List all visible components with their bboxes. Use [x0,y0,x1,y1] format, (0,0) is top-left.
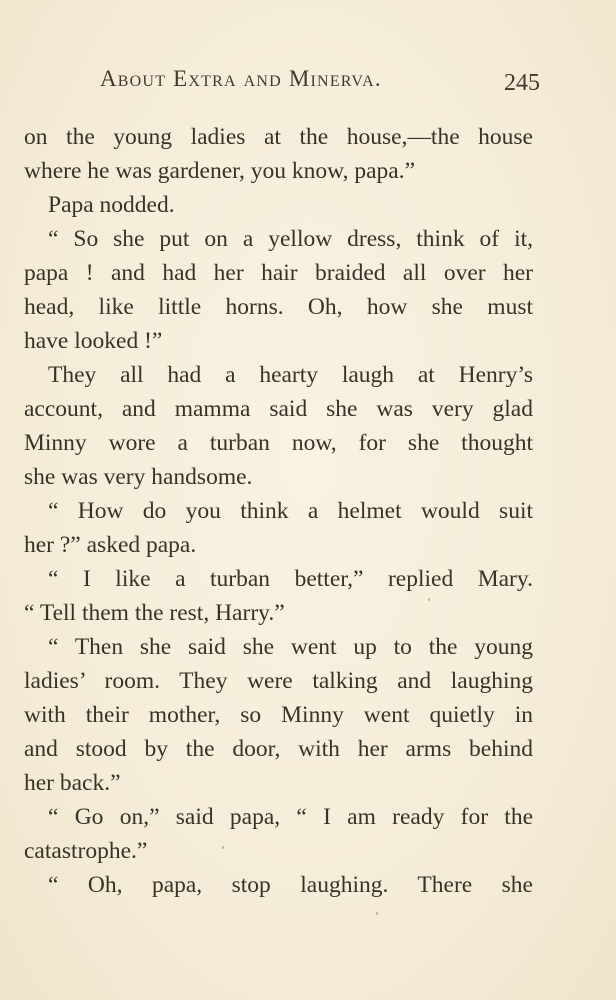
text-line: “ Go on,” said papa, “ I am ready for the [48,804,533,830]
text-line: and stood by the door, with her arms behind [24,736,533,762]
text-line: account, and mamma said she was very glad [24,396,533,422]
text-line: “ How do you think a helmet would suit [48,498,533,524]
text-line: “ So she put on a yellow dress, think of it, [48,226,533,252]
text-line: “ I like a turban better,” replied Mary. [48,566,533,592]
text-line: Papa nodded. [48,192,175,218]
text-line: her ?” asked papa. [24,532,197,558]
running-head: About Extra and Minerva. [100,66,382,91]
text-line: papa ! and had her hair braided all over her [24,260,533,286]
text-line: ladies’ room. They were talking and laughing [24,668,533,694]
text-line: she was very handsome. [24,464,253,490]
paper-speck [376,912,378,915]
text-line: They all had a hearty laugh at Henry’s [48,362,533,388]
text-line: “ Tell them the rest, Harry.” [24,600,285,626]
text-line: “ Oh, papa, stop laughing. There she [48,872,533,898]
text-line: on the young ladies at the house,—the house [24,124,533,150]
paper-speck [222,846,224,849]
text-line: her back.” [24,770,121,796]
text-line: “ Then she said she went up to the young [48,634,533,660]
text-line: where he was gardener, you know, papa.” [24,158,415,184]
paper-speck [428,598,430,601]
text-line: catastrophe.” [24,838,148,864]
page-number: 245 [504,70,540,96]
text-line: Minny wore a turban now, for she thought [24,430,533,456]
text-line: head, like little horns. Oh, how she must [24,294,533,320]
text-line: with their mother, so Minny went quietly in [24,702,533,728]
text-line: have looked !” [24,328,163,354]
